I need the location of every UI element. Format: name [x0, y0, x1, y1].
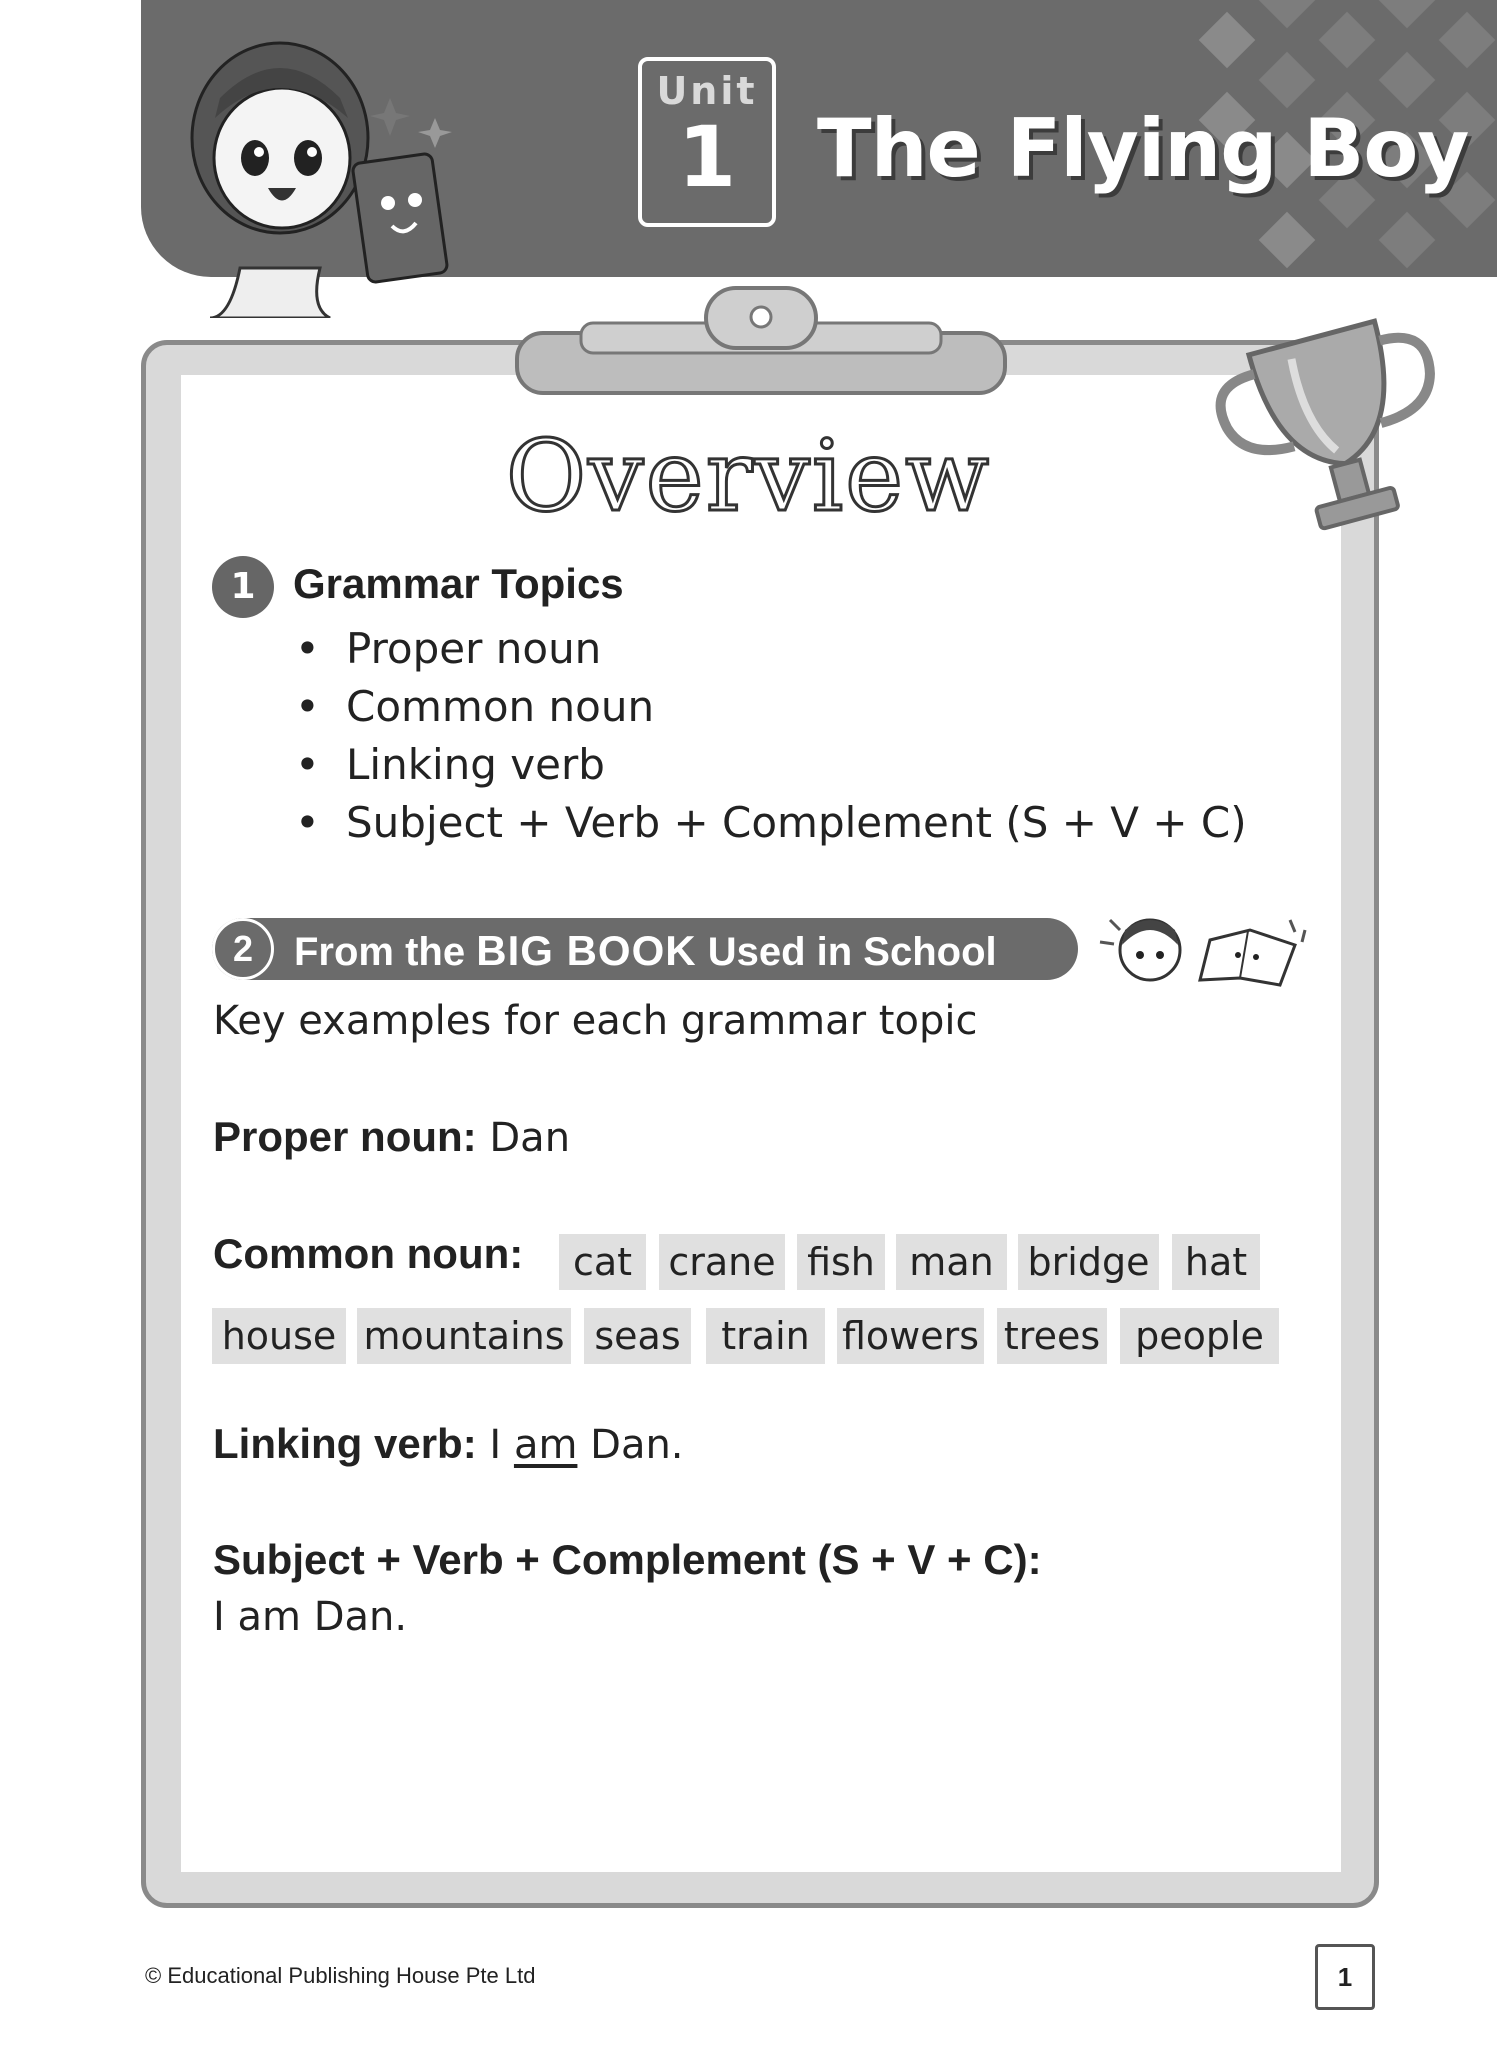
grammar-topics-list — [290, 620, 1247, 852]
page-number: 1 — [1315, 1944, 1375, 2010]
list-item: • Common noun — [290, 678, 1247, 736]
section-1-number: 1 — [212, 556, 274, 618]
proper-noun-value: Dan — [489, 1115, 571, 1161]
svc-label-wrap — [213, 1536, 1042, 1584]
heading-post: Used in School — [696, 930, 997, 974]
girl-with-book-illustration — [170, 18, 480, 318]
noun-chip: flowers — [837, 1308, 984, 1364]
girl-and-book-icons — [1090, 900, 1320, 1000]
svc-label: Subject + Verb + Complement (S + V + C): — [213, 1536, 1042, 1583]
unit-badge — [638, 57, 776, 227]
noun-chip: fish — [797, 1234, 885, 1290]
big-book-heading — [294, 927, 997, 975]
overview-heading: Overview — [505, 420, 992, 534]
proper-noun-example — [213, 1113, 570, 1161]
copyright-text: © Educational Publishing House Pte Ltd — [145, 1963, 536, 1988]
list-item: • Proper noun — [290, 620, 1247, 678]
big-book-section-header — [212, 918, 1078, 980]
linking-verb-underlined: am — [513, 1422, 578, 1468]
linking-pre: I — [489, 1422, 514, 1468]
noun-chip: bridge — [1018, 1234, 1159, 1290]
linking-post: Dan. — [577, 1422, 684, 1468]
noun-chip: train — [706, 1308, 825, 1364]
unit-number: 1 — [677, 108, 737, 206]
section-2-number: 2 — [212, 918, 274, 980]
grammar-topics-heading: Grammar Topics — [293, 560, 624, 607]
heading-pre: From the — [294, 930, 477, 974]
page-title: The Flying Boy — [817, 102, 1469, 195]
noun-chip: mountains — [357, 1308, 571, 1364]
noun-chip: cat — [559, 1234, 646, 1290]
heading-bold: BIG BOOK — [476, 927, 697, 974]
linking-verb-label: Linking verb: — [213, 1420, 477, 1467]
list-item: • Subject + Verb + Complement (S + V + C) — [290, 794, 1247, 852]
noun-chip: people — [1120, 1308, 1279, 1364]
common-noun-label: Common noun: — [213, 1230, 524, 1277]
key-examples-intro: Key examples for each grammar topic — [213, 998, 978, 1044]
noun-chip: man — [896, 1234, 1007, 1290]
svc-example: I am Dan. — [213, 1594, 408, 1640]
linking-verb-example — [213, 1420, 684, 1468]
noun-chip: hat — [1172, 1234, 1260, 1290]
unit-label: Unit — [656, 69, 758, 113]
list-item: • Linking verb — [290, 736, 1247, 794]
clipboard-clip — [511, 283, 1011, 403]
proper-noun-label: Proper noun: — [213, 1113, 477, 1160]
noun-chip: seas — [584, 1308, 691, 1364]
noun-chip: crane — [659, 1234, 785, 1290]
noun-chip: house — [212, 1308, 346, 1364]
noun-chip: trees — [997, 1308, 1107, 1364]
common-noun-label-wrap — [213, 1230, 523, 1278]
